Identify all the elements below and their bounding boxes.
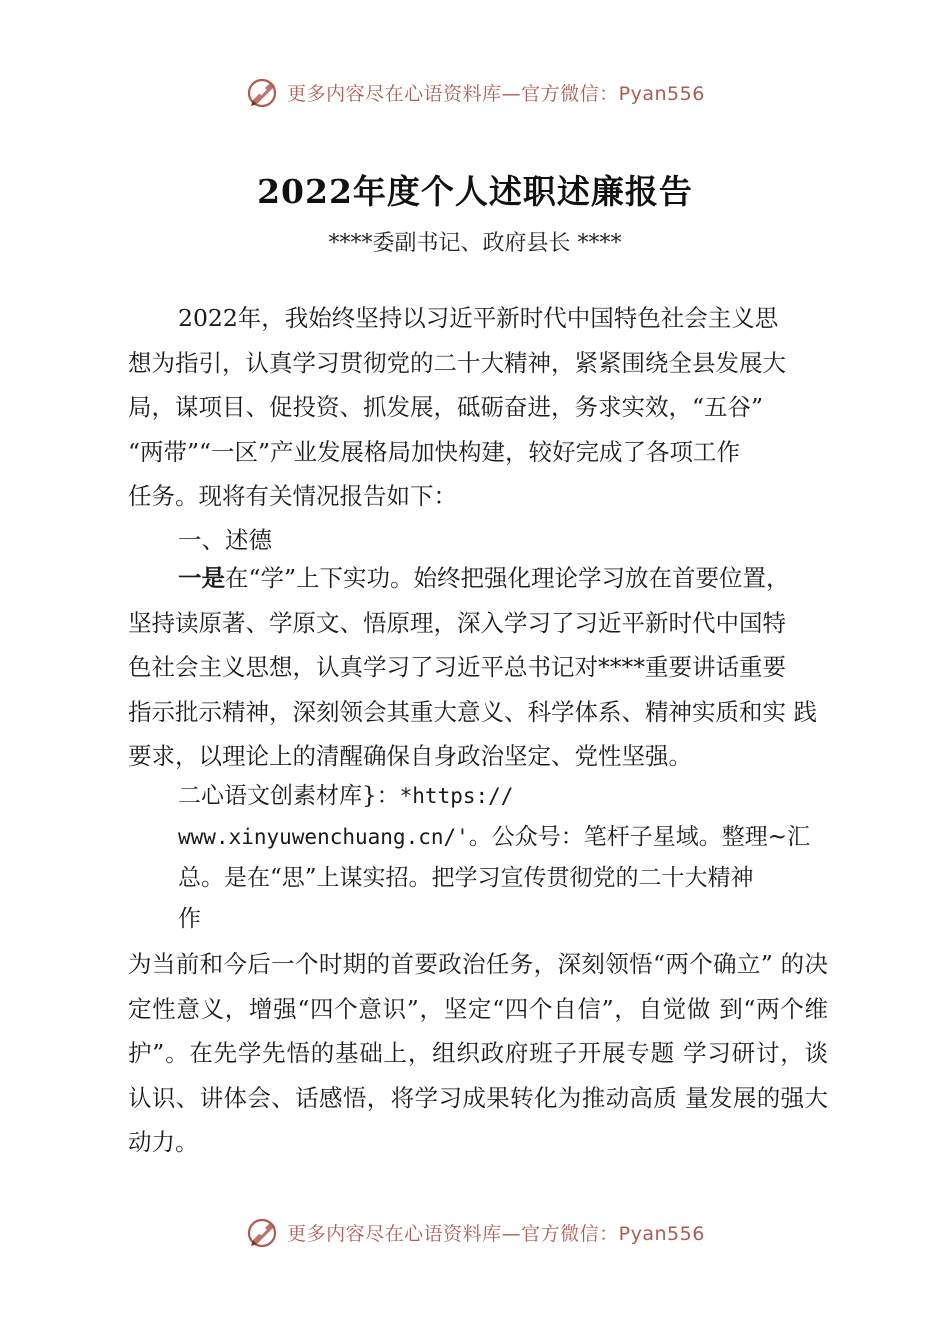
- document-subtitle: ****委副书记、政府县长 ****: [328, 231, 622, 256]
- footer-watermark: [0, 1214, 950, 1250]
- text-line: 要求，以理论上的清醒确保自身政治坚定、党性坚强。: [128, 742, 692, 770]
- text-line: [128, 556, 828, 601]
- text-line: [178, 817, 858, 858]
- intro-paragraph: [128, 296, 828, 519]
- text-line: 任务。现将有关情况报告如下：: [128, 482, 457, 510]
- text-line: 到“两个维护”。在先学先悟的基础上，组织政府班子开展专题: [128, 994, 828, 1067]
- text-line: 为当前和今后一个时期的首要政治任务，深刻领悟“两个确立”: [128, 950, 773, 978]
- watermark-text: 更多内容尽在心语资料库—官方微信：Pyan556: [287, 1222, 705, 1245]
- text-line: 学习研讨，谈认识、讲体会、话感悟，将学习成果转化为推动高质: [128, 1039, 828, 1112]
- text-line: 量发展的强大动力。: [128, 1083, 829, 1156]
- pen-logo-icon: [245, 1214, 281, 1250]
- watermark-text: 更多内容尽在心语资料库—官方微信：Pyan556: [287, 82, 705, 105]
- source-url: www.xinyuwenchuang.cn/': [178, 825, 469, 849]
- item-first-text: 在“学”上下实功。始终把强化理论学习放在首要位置，: [225, 564, 790, 592]
- source-label: 二心语文创素材库}：: [178, 783, 400, 809]
- text-line: 总。是在“思”上谋实招。把学习宣传贯彻党的二十大精神: [178, 865, 754, 891]
- text-line: 的决定性意义，增强“四个意识”，坚定“四个自信”，自觉做: [128, 950, 829, 1023]
- text-line: 局，谋项目、促投资、抓发展，砥砺奋进，务求实效，“五谷”: [128, 393, 764, 421]
- source-note-block: [178, 776, 858, 940]
- text-line: 2022年，我始终坚持以习近平新时代中国特色社会主义思: [178, 304, 779, 332]
- pen-logo-icon: [245, 74, 281, 110]
- text-line: 指示批示精神，深刻领会其重大意义、科学体系、精神实质和实 践: [128, 697, 817, 726]
- item-one-paragraph: [128, 556, 828, 779]
- item-lead: 一是: [178, 564, 225, 592]
- text-line: 作: [178, 906, 201, 932]
- item-two-paragraph: [128, 942, 828, 1165]
- section-heading-text: 一、述德: [178, 526, 272, 554]
- document-title: 2022年度个人述职述廉报告: [257, 172, 693, 211]
- text-line: “两带”“一区”产业发展格局加快构建，较好完成了各项工作: [128, 437, 741, 466]
- source-url-part: *https://: [399, 784, 514, 808]
- text-line: 色社会主义思想，认真学习了习近平总书记对****重要讲话重要: [128, 653, 786, 681]
- source-note: 。公众号：笔杆子星域。整理~汇: [468, 824, 811, 850]
- text-line: 想为指引，认真学习贯彻党的二十大精神，紧紧围绕全县发展大: [128, 348, 786, 377]
- text-line: [178, 776, 858, 817]
- header-watermark: [0, 74, 950, 110]
- text-line: 坚持读原著、学原文、悟原理，深入学习了习近平新时代中国特: [128, 608, 786, 637]
